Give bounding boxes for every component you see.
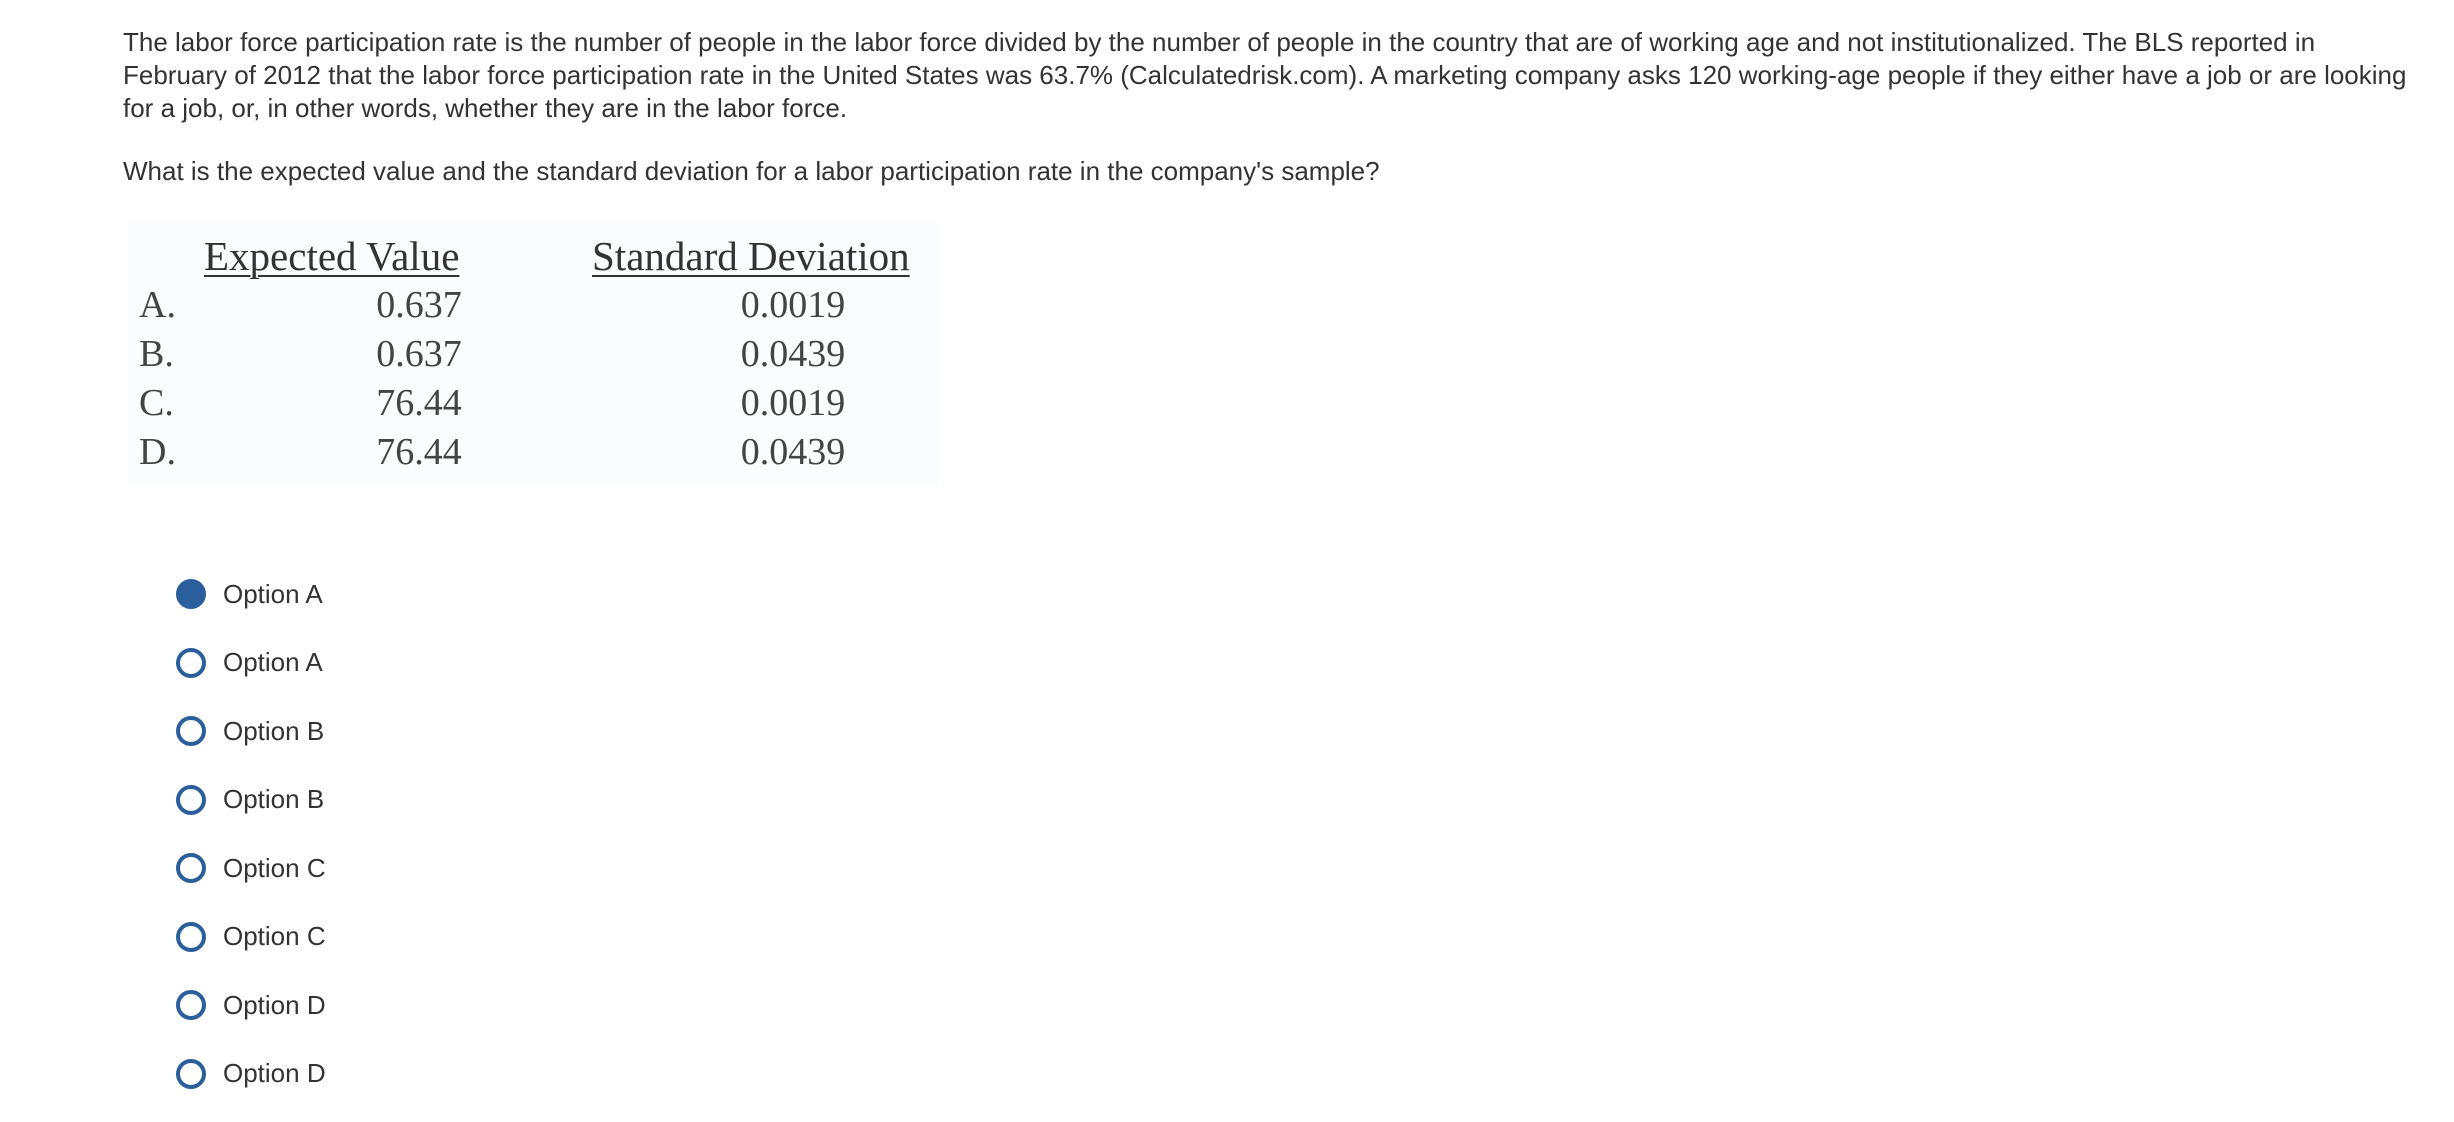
standard-deviation-cell: 0.0439	[740, 333, 846, 375]
table-row-d	[128, 428, 938, 477]
row-letter: C.	[139, 382, 174, 424]
option-label: Option A	[223, 578, 323, 609]
expected-value-header: Expected Value	[204, 233, 460, 279]
question-prompt: What is the expected value and the standard deviation for a labor participation rate in the company's sample?	[123, 156, 1380, 186]
row-letter: A.	[139, 284, 176, 326]
radio-button[interactable]	[176, 785, 206, 815]
row-letter: D.	[139, 431, 176, 473]
expected-value-cell: 0.637	[376, 284, 462, 326]
standard-deviation-cell: 0.0019	[740, 382, 846, 424]
answer-options	[176, 560, 326, 1108]
expected-value-cell: 0.637	[376, 333, 462, 375]
option-label: Option A	[223, 647, 323, 678]
standard-deviation-cell: 0.0439	[740, 431, 846, 473]
expected-value-cell: 76.44	[376, 431, 462, 473]
answer-option[interactable]	[176, 697, 326, 766]
question-paragraph: The labor force participation rate is the number of people in the labor force divided by the number of people in the country that are of working age and not institutionalized. The BLS reported in February of 2012 that the labor force participation rate in the United States was 63.7% (Calculatedrisk.com). A marketing company asks 120 working-age people if they either have a job or are looking for a job, or, in other words, whether they are in the labor force.	[123, 27, 2407, 123]
standard-deviation-cell: 0.0019	[740, 284, 846, 326]
option-label: Option C	[223, 921, 326, 952]
answer-table-image	[128, 222, 938, 486]
option-label: Option D	[223, 989, 326, 1020]
option-label: Option B	[223, 715, 325, 746]
radio-button[interactable]	[176, 716, 206, 746]
radio-button[interactable]	[176, 1059, 206, 1089]
table-row-a	[128, 281, 938, 330]
row-letter: B.	[139, 333, 174, 375]
option-label: Option B	[223, 784, 325, 815]
radio-button[interactable]	[176, 648, 206, 678]
answer-option[interactable]	[176, 834, 326, 903]
expected-value-cell: 76.44	[376, 382, 462, 424]
radio-button[interactable]	[176, 922, 206, 952]
radio-button[interactable]	[176, 990, 206, 1020]
answer-option[interactable]	[176, 1040, 326, 1109]
radio-button-selected[interactable]	[176, 579, 206, 609]
table-row-b	[128, 330, 938, 379]
answer-option[interactable]	[176, 971, 326, 1040]
answer-option[interactable]	[176, 560, 326, 629]
table-row-c	[128, 379, 938, 428]
answer-option[interactable]	[176, 766, 326, 835]
answer-option[interactable]	[176, 903, 326, 972]
answer-option[interactable]	[176, 629, 326, 698]
option-label: Option D	[223, 1058, 326, 1089]
option-label: Option C	[223, 852, 326, 883]
question-text	[123, 26, 2423, 188]
radio-button[interactable]	[176, 853, 206, 883]
standard-deviation-header: Standard Deviation	[592, 233, 910, 279]
